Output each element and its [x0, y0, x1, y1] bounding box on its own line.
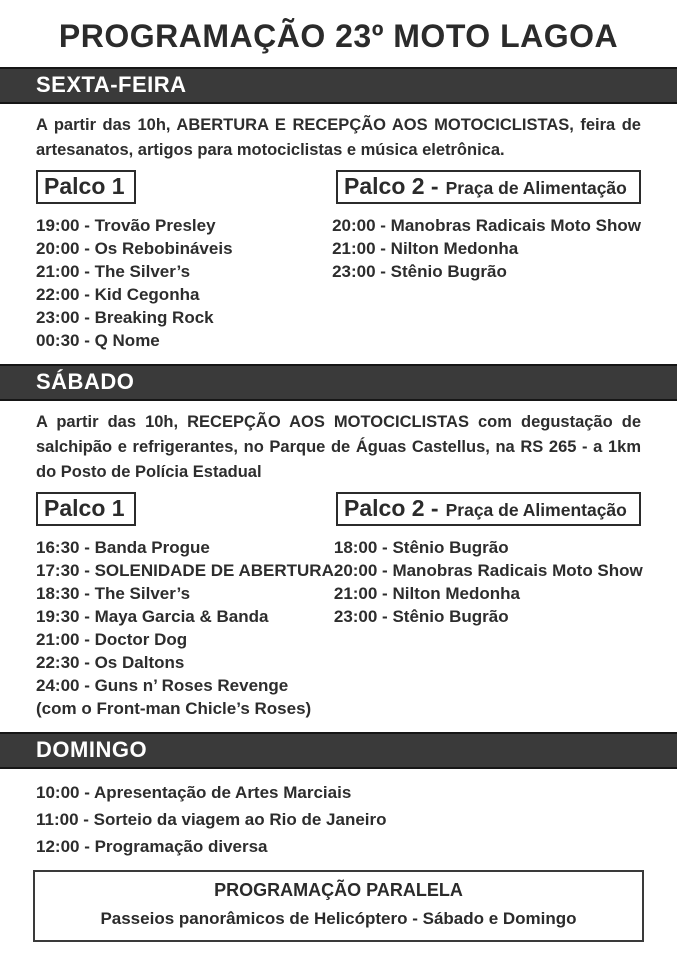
sexta-stage-headers: [36, 170, 641, 204]
schedule-item: 20:00 - Os Rebobináveis: [36, 239, 233, 258]
schedule-item: 10:00 - Apresentação de Artes Marciais: [36, 783, 352, 802]
sexta-palco2-box: [336, 170, 641, 204]
schedule-item: 19:30 - Maya Garcia & Banda: [36, 607, 269, 626]
schedule-item: 23:00 - Stênio Bugrão: [332, 262, 507, 281]
schedule-item: 21:00 - The Silver’s: [36, 262, 191, 281]
schedule-item: 24:00 - Guns n’ Roses Revenge: [36, 676, 289, 695]
parallel-program-detail: Passeios panorâmicos de Helicóptero - Sábado e Domingo: [100, 909, 577, 928]
palco1-label: Palco 1: [44, 173, 125, 199]
sabado-palco1-box: [36, 492, 136, 526]
palco2-sublabel: Praça de Alimentação: [445, 178, 627, 198]
schedule-item: 21:00 - Nilton Medonha: [333, 584, 520, 603]
sabado-palco1-schedule: [36, 536, 334, 720]
schedule-item: 23:00 - Stênio Bugrão: [333, 607, 509, 626]
schedule-item: 22:30 - Os Daltons: [36, 653, 185, 672]
domingo-section: [0, 779, 677, 860]
palco2-sublabel: Praça de Alimentação: [445, 500, 627, 520]
sexta-palco2-schedule: [332, 214, 641, 283]
schedule-item: 20:00 - Manobras Radicais Moto Show: [333, 561, 643, 580]
page-title: PROGRAMAÇÃO 23º MOTO LAGOA: [58, 18, 619, 54]
palco2-label: Palco 2 -: [344, 495, 439, 521]
schedule-item: 18:30 - The Silver’s: [36, 584, 191, 603]
schedule-item: 12:00 - Programação diversa: [36, 837, 268, 856]
schedule-item: 21:00 - Doctor Dog: [36, 630, 188, 649]
day-header-domingo: DOMINGO: [0, 732, 677, 769]
schedule-item: 20:00 - Manobras Radicais Moto Show: [332, 216, 641, 235]
schedule-item: 11:00 - Sorteio da viagem ao Rio de Janeiro: [36, 810, 387, 829]
schedule-item: 19:00 - Trovão Presley: [36, 216, 216, 235]
sexta-palco1-schedule: [36, 214, 332, 352]
schedule-item: 00:30 - Q Nome: [36, 331, 160, 350]
domingo-schedule: [36, 779, 641, 860]
sexta-palco1-box: [36, 170, 136, 204]
sexta-feira-section: [0, 113, 677, 352]
day-header-sexta-feira: SEXTA-FEIRA: [0, 67, 677, 104]
sabado-intro-text: A partir das 10h, RECEPÇÃO AOS MOTOCICLISTAS com degustação de salchipão e refrigerantes, no Parque de Águas Castellus, na RS 265 - a 1km do Posto de Polícia Estadual: [36, 413, 641, 481]
palco1-label: Palco 1: [44, 495, 125, 521]
schedule-item: 22:00 - Kid Cegonha: [36, 285, 200, 304]
sabado-palco2-schedule: [334, 536, 643, 628]
parallel-program-box: [33, 870, 644, 942]
sabado-section: [0, 410, 677, 720]
sexta-intro-text: A partir das 10h, ABERTURA E RECEPÇÃO AOS MOTOCICLISTAS, feira de artesanatos, artigos para motociclistas e música eletrônica.: [36, 116, 641, 159]
schedule-item: 18:00 - Stênio Bugrão: [333, 538, 509, 557]
palco2-label: Palco 2 -: [344, 173, 439, 199]
schedule-item: 17:30 - SOLENIDADE DE ABERTURA: [36, 561, 334, 580]
schedule-item: 23:00 - Breaking Rock: [36, 308, 214, 327]
sabado-palco2-box: [336, 492, 641, 526]
schedule-item-continuation: (com o Front-man Chicle’s Roses): [36, 699, 312, 718]
schedule-item: 21:00 - Nilton Medonha: [332, 239, 519, 258]
day-header-sabado: SÁBADO: [0, 364, 677, 401]
sabado-stage-headers: [36, 492, 641, 526]
schedule-item: 16:30 - Banda Progue: [36, 538, 210, 557]
parallel-program-title: PROGRAMAÇÃO PARALELA: [214, 880, 463, 900]
